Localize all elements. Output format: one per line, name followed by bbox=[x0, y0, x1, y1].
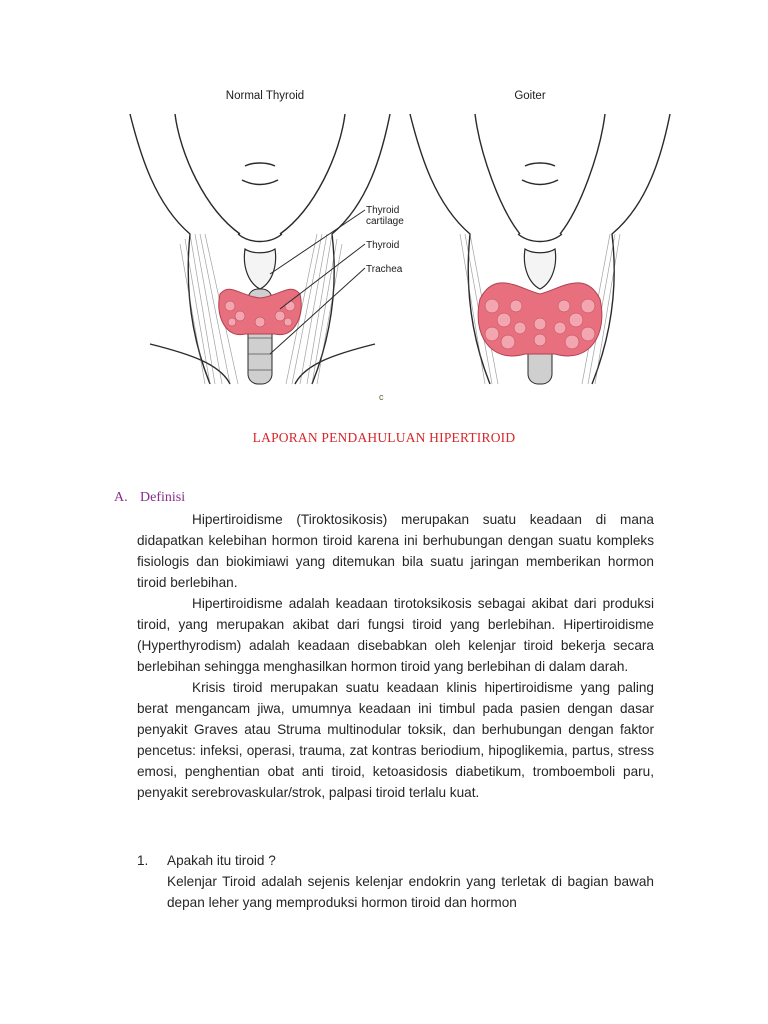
figure-mark: c bbox=[379, 392, 384, 402]
list-item-answer: Kelenjar Tiroid adalah sejenis kelenjar endokrin yang terletak di bagian bawah depan leher yang memproduksi hormon tiroid dan hormon bbox=[167, 874, 654, 910]
callout-thyroid-cartilage: Thyroid cartilage bbox=[366, 205, 404, 227]
definition-body bbox=[137, 509, 654, 803]
document-title: LAPORAN PENDAHULUAN HIPERTIROID bbox=[252, 430, 516, 445]
paragraph: Hipertiroidisme adalah keadaan tirotoksikosis sebagai akibat dari produksi tiroid, yang merupakan akibat dari fungsi tiroid yang berlebihan. Hipertiroidisme (Hyperthyrodism) adalah keadaan disebabkan oleh kelenjar tiroid bekerja secara berlebihan sehingga menghasilkan hormon tiroid yang berlebihan di dalam darah. bbox=[137, 596, 654, 674]
list-item-question bbox=[137, 850, 654, 871]
figure-caption-goiter: Goiter bbox=[514, 90, 546, 102]
numbered-list bbox=[137, 850, 654, 913]
section-heading bbox=[114, 490, 185, 506]
list-number: 1. bbox=[137, 853, 149, 868]
callout-trachea: Trachea bbox=[366, 264, 403, 275]
figure-caption-normal: Normal Thyroid bbox=[225, 90, 305, 102]
paragraph: Krisis tiroid merupakan suatu keadaan klinis hipertiroidisme yang paling berat mengancam jiwa, umumnya keadaan ini timbul pada pasien dengan dasar penyakit Graves atau Struma multinodular toksik, dan berhubungan dengan faktor pencetus: infeksi, operasi, trauma, zat kontras beriodium, hipoglikemia, partus, stress emosi, penghentian obat anti tiroid, ketoasidosis diabetikum, tromboemboli paru, penyakit serebrovaskular/strok, palpasi tiroid terlalu kuat. bbox=[137, 680, 654, 800]
list-question-text: Apakah itu tiroid ? bbox=[167, 853, 276, 868]
section-heading-text: Definisi bbox=[140, 490, 186, 505]
figure-goiter bbox=[400, 84, 690, 404]
goiter-illustration bbox=[400, 84, 690, 404]
section-label: A. bbox=[114, 490, 128, 505]
paragraph: Hipertiroidisme (Tiroktosikosis) merupakan suatu keadaan di mana didapatkan kelebihan hormon tiroid karena ini berhubungan dengan suatu kompleks fisiologis dan biokimiawi yang ditemukan bila suatu jaringan memberikan hormon tiroid berlebihan. bbox=[137, 512, 654, 590]
callout-thyroid: Thyroid bbox=[366, 240, 400, 251]
